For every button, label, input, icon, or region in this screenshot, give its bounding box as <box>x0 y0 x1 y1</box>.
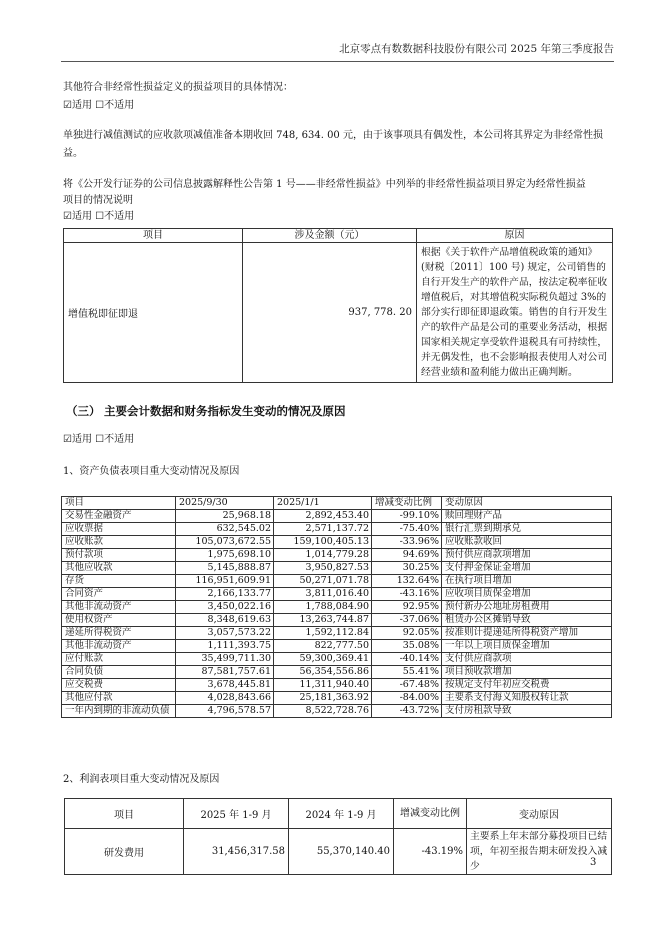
item-cell: 研发费用 <box>65 829 184 875</box>
table-row <box>62 627 612 640</box>
reason-cell: 租赁办公区摊销导致 <box>442 614 612 627</box>
table-row <box>62 588 612 601</box>
item-cell: 应付账款 <box>62 653 176 666</box>
ratio-cell: -33.96% <box>372 536 442 549</box>
value-cell: 2,892,453.40 <box>274 510 372 523</box>
reason-cell: 应收账款收回 <box>442 536 612 549</box>
table-row <box>62 562 612 575</box>
value-cell: 59,300,369.41 <box>274 653 372 666</box>
ratio-cell: -43.16% <box>372 588 442 601</box>
column-header: 2024 年 1-9 月 <box>289 799 394 829</box>
value-cell: 1,592,112.84 <box>274 627 372 640</box>
applicable-checkbox-2: ☑适用 ☐不适用 <box>63 211 135 222</box>
reason-cell: 主要系支付海义知股权转让款 <box>442 692 612 705</box>
column-header: 涉及金额（元） <box>243 229 417 243</box>
value-cell: 1,788,084.90 <box>274 601 372 614</box>
reason-cell: 赎回理财产品 <box>442 510 612 523</box>
ratio-cell: -40.14% <box>372 653 442 666</box>
table-row <box>62 679 612 692</box>
reason-cell: 按规定支付年初应交税费 <box>442 679 612 692</box>
value-cell: 1,975,698.10 <box>176 549 274 562</box>
table-row <box>62 640 612 653</box>
value-cell: 1,014,779.28 <box>274 549 372 562</box>
subheading-income-statement: 2、利润表项目重大变动情况及原因 <box>63 774 220 785</box>
page-header: 北京零点有数数据科技股份有限公司 2025 年第三季度报告 <box>339 43 614 55</box>
ratio-cell: 92.05% <box>372 627 442 640</box>
ratio-cell: -75.40% <box>372 523 442 536</box>
section-label: （三） <box>66 404 101 418</box>
reason-cell: 预付供应商款项增加 <box>442 549 612 562</box>
item-cell: 合同资产 <box>62 588 176 601</box>
amount-cell: 937, 778. 20 <box>243 243 417 383</box>
paragraph-other-items: 其他符合非经常性损益定义的损益项目的具体情况： <box>63 82 293 93</box>
item-cell: 合同负债 <box>62 666 176 679</box>
value-cell: 87,581,757.61 <box>176 666 274 679</box>
item-cell: 递延所得税资产 <box>62 627 176 640</box>
reason-cell: 在执行项目增加 <box>442 575 612 588</box>
table-header-row <box>65 799 612 829</box>
value-cell: 3,450,022.16 <box>176 601 274 614</box>
item-cell: 存货 <box>62 575 176 588</box>
value-cell: 3,950,827.53 <box>274 562 372 575</box>
paragraph-impairment-line1: 单独进行减值测试的应收款项减值准备本期收回 748, 634. 00 元，由于该事项具有偶发性，本公司将其界定为非经常性损 <box>63 130 603 141</box>
reason-cell: 按准则计提递延所得税资产增加 <box>442 627 612 640</box>
value-cell: 25,968.18 <box>176 510 274 523</box>
value-cell: 31,456,317.58 <box>184 829 289 875</box>
income-statement-changes-table <box>64 798 612 875</box>
reason-cell: 预付新办公地址房租费用 <box>442 601 612 614</box>
column-header: 项目 <box>64 229 243 243</box>
item-cell: 应收账款 <box>62 536 176 549</box>
reason-cell: 银行汇票到期承兑 <box>442 523 612 536</box>
column-header: 原因 <box>417 229 613 243</box>
ratio-cell: 92.95% <box>372 601 442 614</box>
reason-cell: 主要系上年末部分募投项目已结项，年初至报告期末研发投入减少 <box>467 829 612 875</box>
reason-cell: 项目预收款增加 <box>442 666 612 679</box>
paragraph-classification-line1: 将《公开发行证券的公司信息披露解释性公告第 1 号——非经常性损益》中列举的非经常性损益项目界定为经常性损益 <box>63 179 586 190</box>
item-cell: 增值税即征即退 <box>64 243 243 383</box>
ratio-cell: 55.41% <box>372 666 442 679</box>
value-cell: 8,348,619.63 <box>176 614 274 627</box>
table-row <box>62 666 612 679</box>
value-cell: 8,522,728.76 <box>274 705 372 718</box>
item-cell: 应交税费 <box>62 679 176 692</box>
ratio-cell: 132.64% <box>372 575 442 588</box>
ratio-cell: -67.48% <box>372 679 442 692</box>
ratio-cell: 30.25% <box>372 562 442 575</box>
value-cell: 56,354,556.86 <box>274 666 372 679</box>
paragraph-classification-line2: 项目的情况说明 <box>63 195 133 206</box>
table-row <box>62 523 612 536</box>
item-cell: 其他应付款 <box>62 692 176 705</box>
value-cell: 116,951,609.91 <box>176 575 274 588</box>
table-row <box>62 614 612 627</box>
item-cell: 其他应收款 <box>62 562 176 575</box>
applicable-checkbox-1: ☑适用 ☐不适用 <box>63 100 135 111</box>
column-header: 项目 <box>65 799 184 829</box>
value-cell: 4,796,578.57 <box>176 705 274 718</box>
applicable-checkbox-3: ☑适用 ☐不适用 <box>63 434 135 445</box>
table-row <box>62 575 612 588</box>
value-cell: 3,057,573.22 <box>176 627 274 640</box>
item-cell: 预付款项 <box>62 549 176 562</box>
value-cell: 105,073,672.55 <box>176 536 274 549</box>
column-header: 2025 年 1-9 月 <box>184 799 289 829</box>
paragraph-impairment-line2: 益。 <box>63 148 83 159</box>
table-row <box>62 705 612 718</box>
page-number: 3 <box>590 857 597 868</box>
table-row <box>62 549 612 562</box>
ratio-cell: 35.08% <box>372 640 442 653</box>
value-cell: 632,545.02 <box>176 523 274 536</box>
reason-cell: 根据《关于软件产品增值税政策的通知》(财税〔2011〕100 号) 规定，公司销售的自行开发生产的软件产品，按法定税率征收增值税后，对其增值税实际税负超过 3%的部分实行即征即退政策。销售的自行开发生产的软件产品是公司的重要业务活动，根据国家相关规定享受软件退税具有可持续性，并无偶发性，也不会影响报表使用人对公司经营业绩和盈利能力做出正确判断。 <box>417 243 613 383</box>
column-header: 变动原因 <box>442 497 612 510</box>
ratio-cell: -84.00% <box>372 692 442 705</box>
ratio-cell: -99.10% <box>372 510 442 523</box>
item-cell: 应收票据 <box>62 523 176 536</box>
column-header: 增减变动比例 <box>372 497 442 510</box>
item-cell: 其他非流动资产 <box>62 601 176 614</box>
column-header: 变动原因 <box>467 799 612 829</box>
value-cell: 35,499,711.30 <box>176 653 274 666</box>
item-cell: 交易性金融资产 <box>62 510 176 523</box>
reason-cell: 应收项目质保金增加 <box>442 588 612 601</box>
reason-cell: 支付供应商款项 <box>442 653 612 666</box>
value-cell: 25,181,363.92 <box>274 692 372 705</box>
value-cell: 1,111,393.75 <box>176 640 274 653</box>
reason-cell: 一年以上项目质保金增加 <box>442 640 612 653</box>
value-cell: 159,100,405.13 <box>274 536 372 549</box>
header-divider <box>61 61 614 62</box>
value-cell: 55,370,140.40 <box>289 829 394 875</box>
table-row <box>62 536 612 549</box>
item-cell: 其他非流动资产 <box>62 640 176 653</box>
table-header-row <box>64 229 613 243</box>
table-row <box>64 243 613 383</box>
value-cell: 3,811,016.40 <box>274 588 372 601</box>
item-cell: 使用权资产 <box>62 614 176 627</box>
column-header: 增减变动比例 <box>394 799 467 829</box>
section-title: 主要会计数据和财务指标发生变动的情况及原因 <box>104 404 346 418</box>
value-cell: 13,263,744.87 <box>274 614 372 627</box>
value-cell: 822,777.50 <box>274 640 372 653</box>
ratio-cell: -43.72% <box>372 705 442 718</box>
ratio-cell: 94.69% <box>372 549 442 562</box>
column-header: 项目 <box>62 497 176 510</box>
balance-sheet-changes-table <box>61 496 612 718</box>
column-header: 2025/1/1 <box>274 497 372 510</box>
value-cell: 11,311,940.40 <box>274 679 372 692</box>
value-cell: 3,678,445.81 <box>176 679 274 692</box>
item-cell: 一年内到期的非流动负债 <box>62 705 176 718</box>
reason-cell: 支付房租款导致 <box>442 705 612 718</box>
table-row <box>62 692 612 705</box>
recurring-items-table <box>63 228 613 383</box>
column-header: 2025/9/30 <box>176 497 274 510</box>
table-row <box>62 653 612 666</box>
value-cell: 4,028,843.66 <box>176 692 274 705</box>
subheading-balance-sheet: 1、资产负债表项目重大变动情况及原因 <box>63 466 240 477</box>
table-row <box>62 601 612 614</box>
value-cell: 2,166,133.77 <box>176 588 274 601</box>
ratio-cell: -37.06% <box>372 614 442 627</box>
table-header-row <box>62 497 612 510</box>
value-cell: 50,271,071.78 <box>274 575 372 588</box>
reason-cell: 支付押金保证金增加 <box>442 562 612 575</box>
value-cell: 2,571,137.72 <box>274 523 372 536</box>
value-cell: 5,145,888.87 <box>176 562 274 575</box>
table-row <box>65 829 612 875</box>
table-row <box>62 510 612 523</box>
ratio-cell: -43.19% <box>394 829 467 875</box>
